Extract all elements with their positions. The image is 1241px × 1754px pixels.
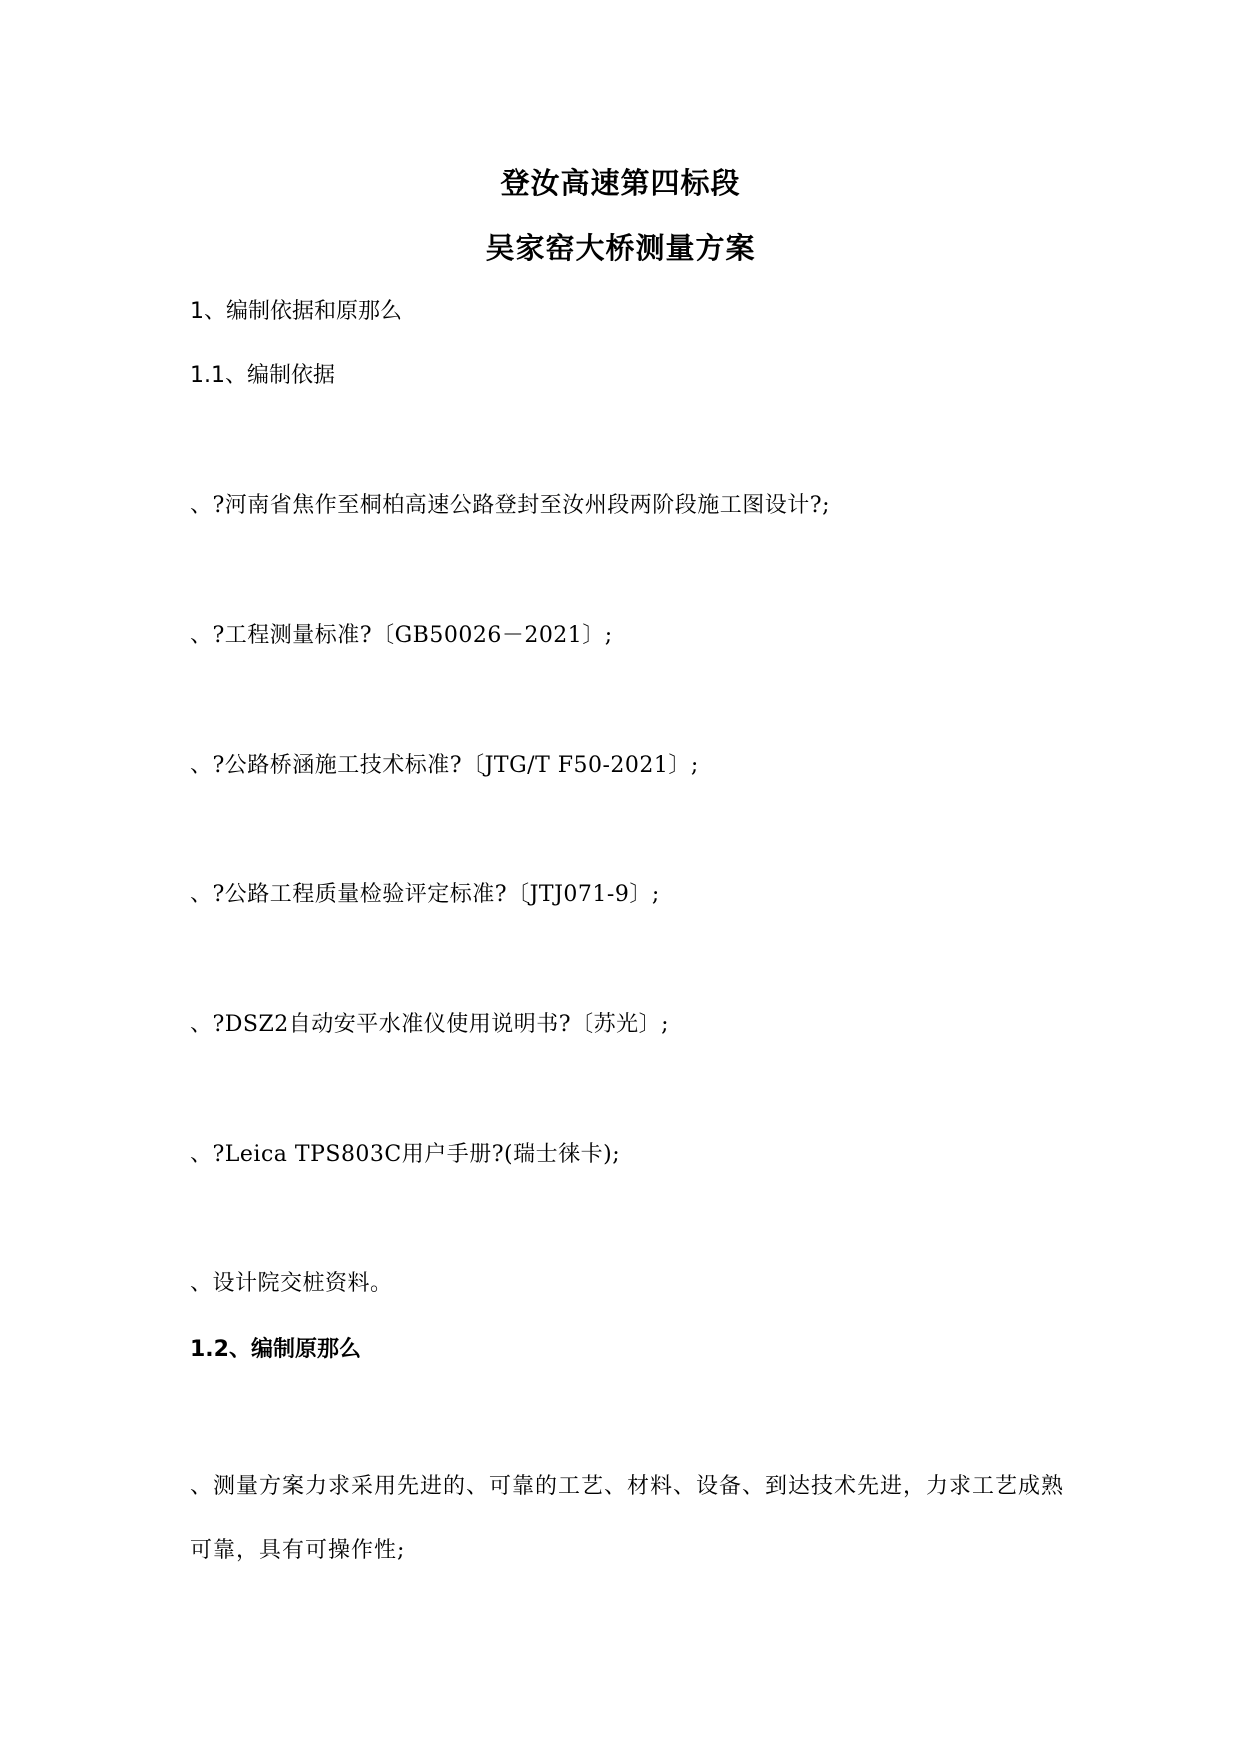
- basis-item-2: 、?工程测量标准?〔GB50026－2021〕;: [190, 623, 613, 648]
- basis-item-6: 、?Leica TPS803C用户手册?(瑞士徕卡);: [190, 1142, 621, 1167]
- basis-item-1: 、?河南省焦作至桐柏高速公路登封至汝州段两阶段施工图设计?;: [190, 493, 831, 518]
- basis-item-3: 、?公路桥涵施工技术标准?〔JTG/T F50-2021〕;: [190, 753, 699, 778]
- section-heading-1: 1、编制依据和原那么: [190, 299, 402, 324]
- document-title-line1: 登汝高速第四标段: [500, 166, 741, 200]
- section-heading-1-1: 1.1、编制依据: [190, 363, 335, 388]
- basis-item-5: 、?DSZ2自动安平水准仪使用说明书?〔苏光〕;: [190, 1012, 669, 1037]
- section-heading-1-2: 1.2、编制原那么: [190, 1337, 361, 1362]
- principle-paragraph: 、测量方案力求采用先进的、可靠的工艺、材料、设备、到达技术先进，力求工艺成熟可靠，具有可操作性;: [190, 1474, 1065, 1563]
- basis-item-4: 、?公路工程质量检验评定标准?〔JTJ071-9〕;: [190, 882, 660, 907]
- basis-item-7: 、设计院交桩资料。: [190, 1271, 393, 1296]
- document-title-line2: 吴家窑大桥测量方案: [485, 231, 756, 265]
